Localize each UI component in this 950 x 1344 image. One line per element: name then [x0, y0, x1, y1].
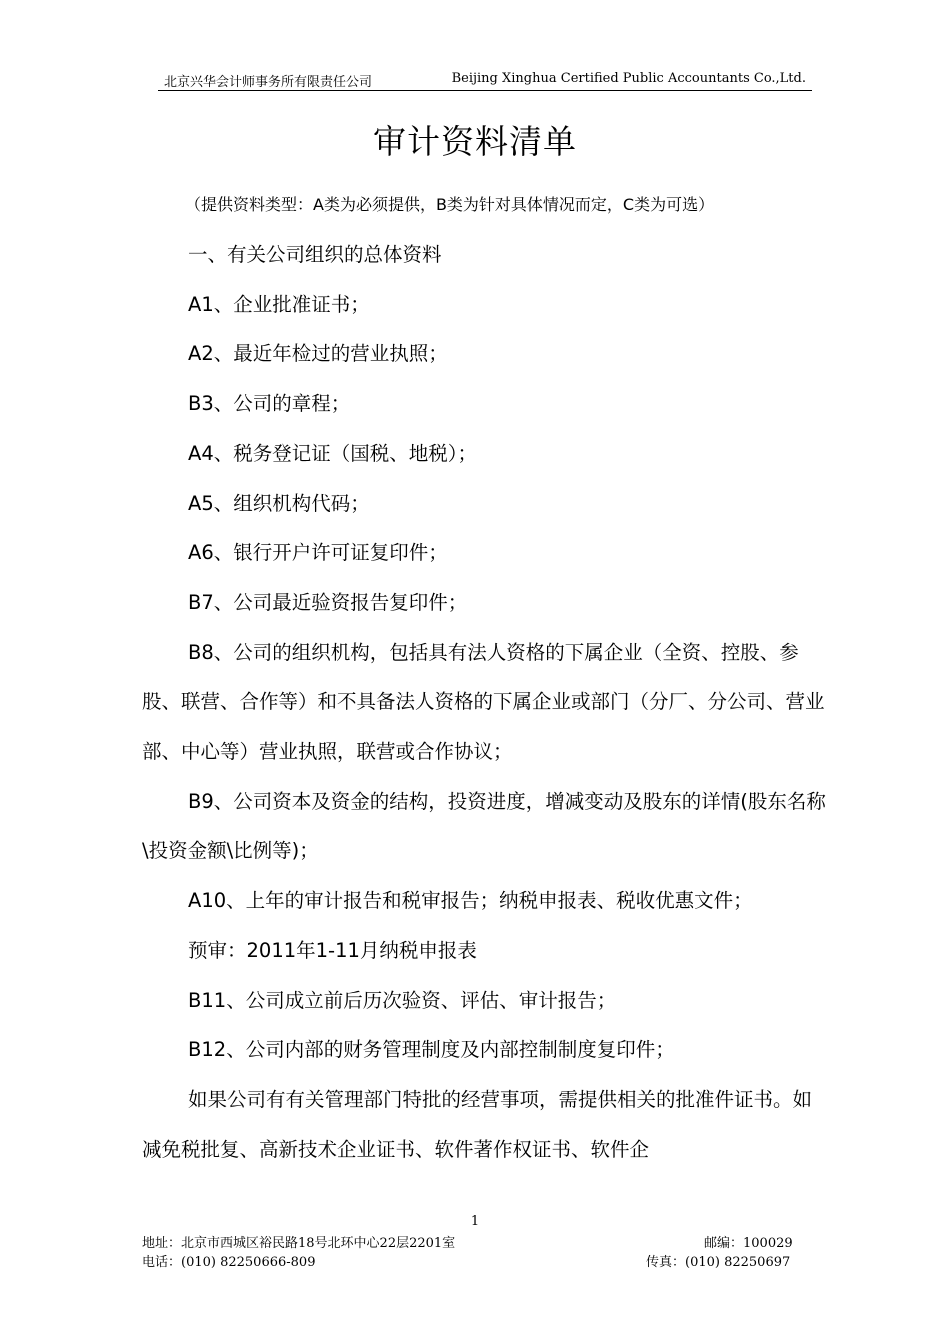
list-item: A4、税务登记证（国税、地税）； — [188, 441, 477, 465]
list-item: B11、公司成立前后历次验资、评估、审计报告； — [188, 988, 617, 1012]
page-number: 1 — [470, 1214, 480, 1229]
footer-fax: 传真：(010) 82250697 — [646, 1255, 791, 1270]
list-item: B9、公司资本及资金的结构，投资进度，增减变动及股东的详情(股东名称\投资金额\比例等)； — [142, 789, 826, 863]
list-item: B12、公司内部的财务管理制度及内部控制制度复印件； — [188, 1038, 675, 1062]
footer-postcode: 邮编：100029 — [704, 1236, 793, 1251]
header-company-en: Beijing Xinghua Certified Public Accountants Co.,Ltd. — [451, 71, 806, 86]
list-item: B8、公司的组织机构，包括具有法人资格的下属企业（全资、控股、参股、联营、合作等）和不具备法人资格的下属企业或部门（分厂、分公司、营业部、中心等）营业执照，联营或合作协议； — [142, 640, 825, 764]
list-item: B3、公司的章程； — [188, 392, 351, 416]
footer-phone: 电话：(010) 82250666-809 — [142, 1255, 316, 1270]
list-item: A6、银行开户许可证复印件； — [188, 541, 448, 565]
type-note: （提供资料类型：A类为必须提供，B类为针对具体情况而定，C类为可选） — [185, 195, 715, 214]
list-item: 如果公司有有关管理部门特批的经营事项，需提供相关的批准件证书。如减免税批复、高新技术企业证书、软件著作权证书、软件企 — [142, 1087, 813, 1161]
list-item: A10、上年的审计报告和税审报告；纳税申报表、税收优惠文件； — [188, 889, 753, 913]
list-item: A1、企业批准证书； — [188, 292, 370, 316]
page-header — [158, 68, 812, 91]
footer-address: 地址：北京市西城区裕民路18号北环中心22层2201室 — [142, 1236, 456, 1251]
section-heading: 一、有关公司组织的总体资料 — [188, 243, 442, 266]
list-item: 预审：2011年1-11月纳税申报表 — [188, 938, 477, 962]
header-company-cn: 北京兴华会计师事务所有限责任公司 — [164, 75, 373, 90]
list-item: A2、最近年检过的营业执照； — [188, 342, 448, 366]
list-item: B7、公司最近验资报告复印件； — [188, 590, 468, 614]
document-title: 审计资料清单 — [373, 122, 577, 161]
list-item: A5、组织机构代码； — [188, 491, 370, 515]
document-body — [142, 230, 826, 1174]
